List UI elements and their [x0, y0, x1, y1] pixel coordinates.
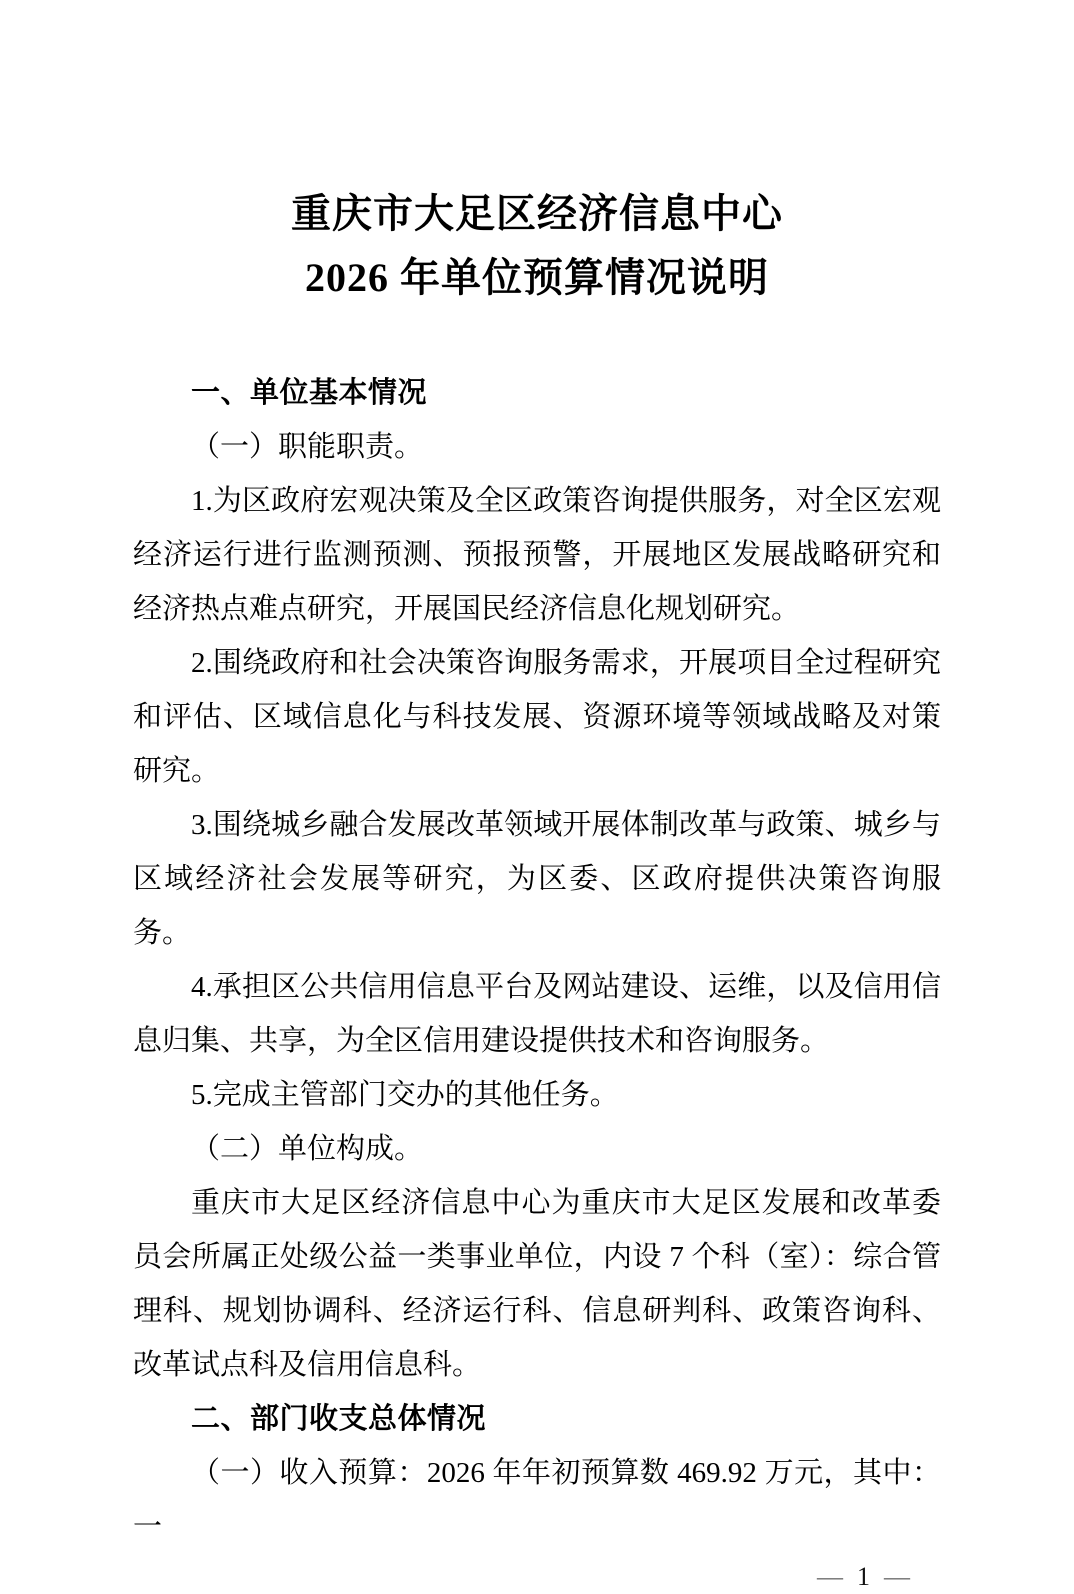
page-number	[133, 1560, 941, 1594]
title-line-1: 重庆市大足区经济信息中心	[291, 191, 783, 236]
paragraph-income-budget: （一）收入预算：2026 年年初预算数 469.92 万元，其中：一	[133, 1457, 941, 1543]
paragraph-duty-1: 1.为区政府宏观决策及全区政策咨询提供服务，对全区宏观经济运行进行监测预测、预报预警，开展地区发展战略研究和经济热点难点研究，开展国民经济信息化规划研究。	[133, 485, 941, 625]
document-title	[133, 182, 941, 310]
subheading-unit-composition: （二）单位构成。	[191, 1133, 424, 1165]
paragraph-duty-4: 4.承担区公共信用信息平台及网站建设、运维，以及信用信息归集、共享，为全区信用建设提供技术和咨询服务。	[133, 971, 941, 1057]
section-heading-budget-overview: 二、部门收支总体情况	[191, 1403, 487, 1435]
paragraph-unit-composition: 重庆市大足区经济信息中心为重庆市大足区发展和改革委员会所属正处级公益一类事业单位，内设 7 个科（室）：综合管理科、规划协调科、经济运行科、信息研判科、政策咨询科、改革试点科及信用信息科。	[133, 1187, 941, 1381]
page-number-left-dash: —	[817, 1562, 843, 1591]
paragraph-duty-3: 3.围绕城乡融合发展改革领域开展体制改革与政策、城乡与区域经济社会发展等研究，为区委、区政府提供决策咨询服务。	[133, 809, 941, 949]
page-number-value: 1	[857, 1562, 870, 1591]
title-line-2: 2026 年单位预算情况说明	[305, 255, 769, 300]
section-heading-basic-info: 一、单位基本情况	[191, 377, 428, 409]
paragraph-duty-2: 2.围绕政府和社会决策咨询服务需求，开展项目全过程研究和评估、区域信息化与科技发展、资源环境等领域战略及对策研究。	[133, 647, 941, 787]
subheading-duties: （一）职能职责。	[191, 431, 424, 463]
paragraph-duty-5: 5.完成主管部门交办的其他任务。	[191, 1079, 619, 1111]
page-number-right-dash: —	[884, 1562, 910, 1591]
